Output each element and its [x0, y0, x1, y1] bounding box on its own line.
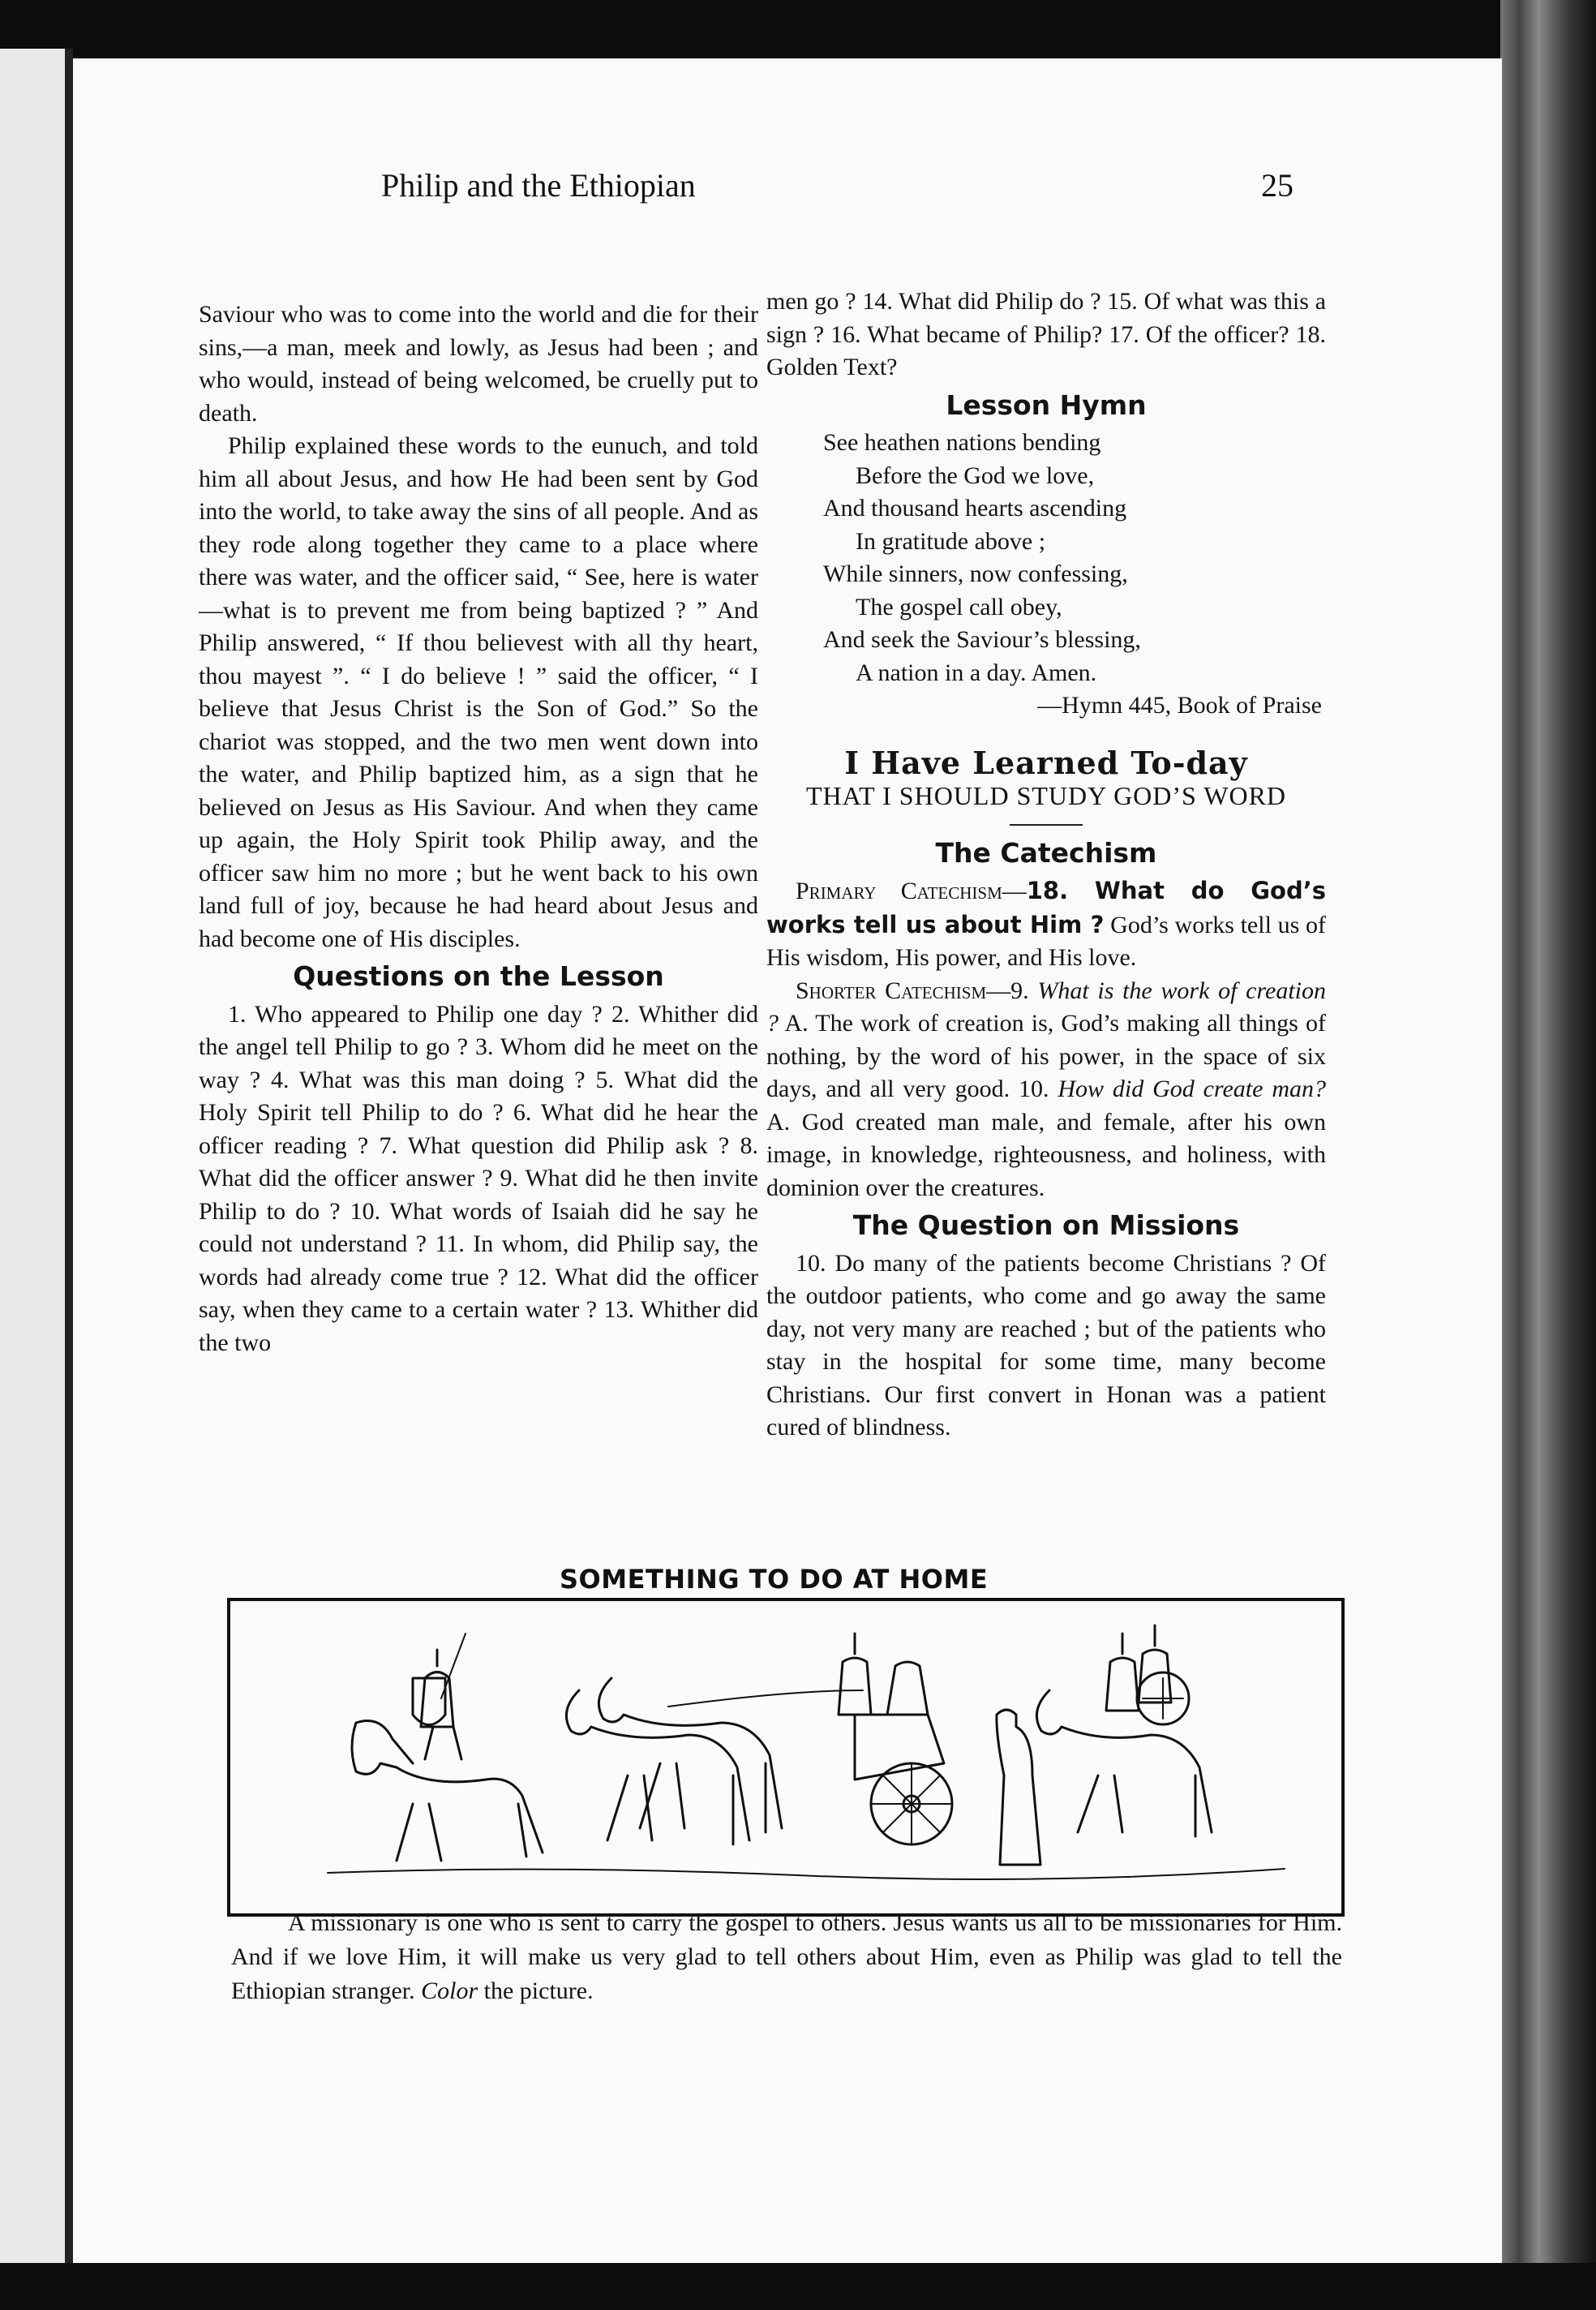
chariot-illustration: [230, 1601, 1341, 1913]
facing-page-edge: [0, 49, 73, 2271]
question-number: 10.: [1018, 1076, 1058, 1102]
lesson-paragraph: Saviour who was to come into the world and die for their sins,—a man, meek and lowly, as Jesus had been ; and who would, instead of being welcomed, be cruelly put to death.: [199, 301, 758, 427]
hymn-line: While sinners, now confessing,: [823, 560, 1128, 587]
book-spine-edge: [1500, 0, 1596, 2310]
home-paragraph: [231, 1906, 1342, 2008]
running-head: Philip and the Ethiopian: [381, 167, 696, 204]
questions-continued: men go ? 14. What did Philip do ? 15. Of what was this a sign ? 16. What became of Philip? 17. Of the officer? 18. Golden Text?: [766, 288, 1326, 380]
hymn-line: The gospel call obey,: [856, 593, 1062, 620]
hymn-heading: Lesson Hymn: [946, 389, 1147, 421]
right-column: [766, 286, 1326, 1445]
question-number: 9.: [1010, 977, 1038, 1004]
primary-catechism: [766, 874, 1326, 975]
shorter-catechism-label: Shorter Catechism—: [796, 977, 1011, 1004]
shorter-question: How did God create man?: [1058, 1076, 1326, 1102]
hymn-line: A nation in a day. Amen.: [856, 659, 1097, 686]
shorter-answer: A. The work of creation is, God’s making all things of nothing, by the word of his power, in the space of six days, and all very good.: [766, 1010, 1326, 1102]
shorter-question: What is the work of creation ?: [766, 977, 1326, 1037]
home-text-main: A missionary is one who is sent to carry the gospel to others. Jesus wants us all to be missionaries for Him. And if we love Him, it will make us very glad to tell others about Him, even as Philip was glad to tell the Ethiopian stranger.: [231, 1909, 1342, 2004]
scan-border-bottom: [0, 2263, 1596, 2310]
scan-border-top: [0, 0, 1596, 58]
primary-question: 18. What do God’s works tell us about Him ?: [766, 877, 1326, 938]
shorter-catechism: [766, 975, 1326, 1205]
home-text-end: the picture.: [478, 1977, 594, 2004]
horse-figure: [598, 1678, 782, 1832]
learned-today-line: THAT I SHOULD STUDY GOD’S WORD: [805, 781, 1287, 810]
hymn-line: In gratitude above ;: [856, 527, 1046, 555]
home-activity-heading: SOMETHING TO DO AT HOME: [560, 1564, 989, 1595]
hymn-line: And thousand hearts ascending: [823, 495, 1127, 522]
learned-today-heading: I Have Learned To-day: [844, 744, 1248, 781]
rider-figure: [421, 1650, 461, 1759]
shield-figure: [413, 1678, 445, 1725]
left-column: [199, 298, 758, 1359]
ethiopian-figure: [887, 1662, 928, 1715]
catechism-heading: The Catechism: [935, 836, 1157, 869]
missions-heading: The Question on Missions: [852, 1209, 1240, 1241]
hymn-verse: [823, 427, 1326, 723]
divider: [1010, 824, 1083, 826]
philip-figure: [997, 1710, 1040, 1865]
home-text-color: Color: [421, 1977, 478, 2004]
home-activity-text: [231, 1906, 1342, 2008]
hymn-credit: —Hymn 445, Book of Praise: [1037, 692, 1322, 719]
questions-heading: Questions on the Lesson: [293, 960, 664, 992]
missions-text: 10. Do many of the patients become Christians ? Of the outdoor patients, who come and go away the same day, not very many are reached ; but of the patients who stay in the hospital for some time, many become Christians. Our first convert in Honan was a patient cured of blindness.: [766, 1249, 1326, 1441]
primary-answer: God’s works tell us of His wisdom, His power, and His love.: [766, 911, 1326, 971]
horse-figure: [352, 1721, 543, 1861]
primary-catechism-label: Primary Catechism—: [796, 878, 1027, 904]
hymn-line: Before the God we love,: [856, 462, 1095, 489]
page-number: 25: [1261, 167, 1294, 204]
shorter-answer: A. God created man male, and female, after his own image, in knowledge, righteousness, and holiness, with dominion over the creatures.: [766, 1108, 1326, 1201]
hymn-line: And seek the Saviour’s blessing,: [823, 626, 1141, 653]
questions-text: 1. Who appeared to Philip one day ? 2. Whither did the angel tell Philip to go ? 3. Whom did he meet on the way ? 4. What was this man doing ? 5. What did the Holy Spirit tell Philip to do ? 6. What did he hear the officer reading ? 7. What question did Philip ask ? 8. What did the officer answer ? 9. What did he then invite Philip to do ? 10. What words of Isaiah did he say he could not understand ? 11. In whom, did Philip say, the words had already come true ? 12. What did the officer say, when they came to a certain water ? 13. Whither did the two: [199, 1000, 758, 1356]
chariot: [855, 1715, 944, 1780]
hymn-line: See heathen nations bending: [823, 429, 1101, 456]
charioteer-figure: [839, 1634, 871, 1715]
lesson-paragraph: Philip explained these words to the eunuch, and told him all about Jesus, and how He had been sent by God into the world, to take away the sins of all people. And as they rode along together they came to a place where there was water, and the officer said, “ See, here is water—what is to prevent me from being baptized ? ” And Philip answered, “ If thou believest with all thy heart, thou mayest ”. “ I do believe ! ” said the officer, “ I believe that Jesus Christ is the Son of God.” So the chariot was stopped, and the two men went down into the water, and Philip baptized him, as a sign that he believed on Jesus as His Saviour. And when they came up again, the Holy Spirit took Philip away, and the officer saw him no more ; but he went back to his own land full of joy, because he had heard about Jesus and had become one of His disciples.: [199, 432, 758, 952]
coloring-picture: [227, 1598, 1345, 1917]
